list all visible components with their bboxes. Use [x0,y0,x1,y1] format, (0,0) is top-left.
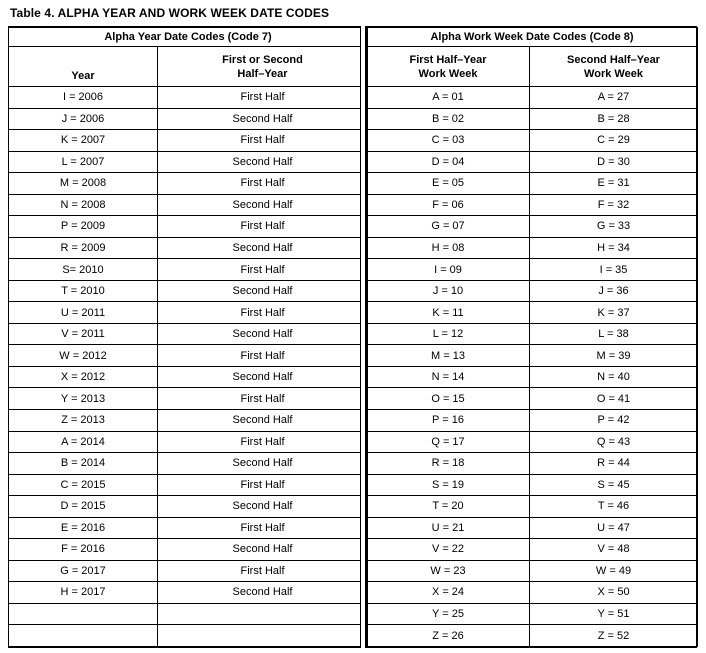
year-cell: B = 2014 [9,453,158,475]
first-half-week-cell: V = 22 [367,539,530,561]
table-row [367,431,698,453]
year-cell: P = 2009 [9,216,158,238]
second-half-week-cell: A = 27 [530,87,698,109]
year-cell: M = 2008 [9,173,158,195]
first-half-week-cell: R = 18 [367,453,530,475]
table-row [9,388,368,410]
second-half-week-cell: X = 50 [530,582,698,604]
year-cell: G = 2017 [9,560,158,582]
second-half-week-cell: Z = 52 [530,625,698,647]
first-half-week-cell: D = 04 [367,151,530,173]
second-half-week-cell: Y = 51 [530,603,698,625]
second-half-week-cell: S = 45 [530,474,698,496]
second-half-week-cell: M = 39 [530,345,698,367]
first-half-week-cell: G = 07 [367,216,530,238]
second-half-week-cell: C = 29 [530,130,698,152]
table-row [367,453,698,475]
table-row [9,108,368,130]
table-row [367,216,698,238]
table-row [367,194,698,216]
table-row [9,194,368,216]
half-year-cell: First Half [158,130,368,152]
table-row [367,409,698,431]
second-half-week-cell: O = 41 [530,388,698,410]
first-half-week-cell: O = 15 [367,388,530,410]
table-row [9,431,368,453]
second-half-week-cell: U = 47 [530,517,698,539]
second-half-week-column-header [530,47,698,87]
year-cell: V = 2011 [9,323,158,345]
second-half-week-cell: Q = 43 [530,431,698,453]
first-half-week-cell: W = 23 [367,560,530,582]
table-row [367,108,698,130]
second-half-week-cell: P = 42 [530,409,698,431]
second-half-week-cell: H = 34 [530,237,698,259]
alpha-work-week-table [366,27,698,647]
half-year-cell: Second Half [158,151,368,173]
first-half-week-cell: Y = 25 [367,603,530,625]
date-codes-table [8,26,697,648]
first-half-week-cell: P = 16 [367,409,530,431]
table-row [9,409,368,431]
second-half-week-cell: I = 35 [530,259,698,281]
first-half-week-cell: M = 13 [367,345,530,367]
year-column-header: Year [9,47,158,87]
year-cell: N = 2008 [9,194,158,216]
half-year-cell: Second Half [158,237,368,259]
year-cell: A = 2014 [9,431,158,453]
table-row [367,130,698,152]
half-year-cell [158,625,368,647]
year-cell [9,603,158,625]
half-year-cell: Second Half [158,366,368,388]
first-half-header-line2: Work Week [418,67,478,80]
second-half-week-cell: R = 44 [530,453,698,475]
table-row [367,151,698,173]
year-cell: U = 2011 [9,302,158,324]
half-year-cell: First Half [158,431,368,453]
first-half-week-cell: J = 10 [367,280,530,302]
second-half-week-cell: J = 36 [530,280,698,302]
table-row [9,474,368,496]
first-half-week-cell: Q = 17 [367,431,530,453]
half-year-cell: First Half [158,517,368,539]
half-year-cell: First Half [158,173,368,195]
table-row [367,582,698,604]
table-row [9,560,368,582]
year-cell: Z = 2013 [9,409,158,431]
year-cell: J = 2006 [9,108,158,130]
table-row [9,259,368,281]
first-half-week-cell: N = 14 [367,366,530,388]
table-row [9,345,368,367]
table-row [367,625,698,647]
second-half-header-line1: Second Half–Year [567,53,660,66]
half-year-cell: Second Half [158,409,368,431]
table-row [9,216,368,238]
half-year-cell: First Half [158,388,368,410]
year-cell: H = 2017 [9,582,158,604]
alpha-year-table [8,27,368,647]
second-half-week-cell: E = 31 [530,173,698,195]
year-cell: C = 2015 [9,474,158,496]
table-row [367,280,698,302]
half-year-cell: Second Half [158,582,368,604]
first-half-week-cell: S = 19 [367,474,530,496]
half-year-cell: First Half [158,474,368,496]
half-year-cell: Second Half [158,194,368,216]
year-cell: E = 2016 [9,517,158,539]
table-row [367,539,698,561]
table-row [9,130,368,152]
year-cell: S= 2010 [9,259,158,281]
table-row [9,539,368,561]
table-row [367,237,698,259]
table-title: Table 4. ALPHA YEAR AND WORK WEEK DATE CODES [10,6,330,20]
first-half-week-cell: U = 21 [367,517,530,539]
table-row [367,474,698,496]
table-row [367,366,698,388]
table-row [367,259,698,281]
table-row [367,345,698,367]
table-row [9,453,368,475]
half-year-cell: First Half [158,345,368,367]
second-half-header-line2: Work Week [584,67,643,80]
table-row [367,603,698,625]
table-row [367,302,698,324]
year-cell: T = 2010 [9,280,158,302]
half-year-cell: Second Half [158,453,368,475]
year-cell: X = 2012 [9,366,158,388]
first-half-week-column-header [367,47,530,87]
table-row [367,496,698,518]
table-row [367,173,698,195]
table-row [9,237,368,259]
first-half-week-cell: I = 09 [367,259,530,281]
year-cell: I = 2006 [9,87,158,109]
half-year-cell [158,603,368,625]
half-year-cell: First Half [158,302,368,324]
first-half-week-cell: X = 24 [367,582,530,604]
table-row [9,151,368,173]
table-row [367,517,698,539]
table-row [9,366,368,388]
second-half-week-cell: N = 40 [530,366,698,388]
second-half-week-cell: D = 30 [530,151,698,173]
alpha-year-group-header: Alpha Year Date Codes (Code 7) [9,28,368,47]
first-half-header-line1: First Half–Year [409,53,487,66]
half-year-header-line2: Half–Year [237,67,288,80]
year-cell: D = 2015 [9,496,158,518]
first-half-week-cell: H = 08 [367,237,530,259]
year-cell: R = 2009 [9,237,158,259]
half-year-header-line1: First or Second [222,53,303,66]
alpha-work-week-group-header: Alpha Work Week Date Codes (Code 8) [367,28,698,47]
first-half-week-cell: K = 11 [367,302,530,324]
table-row [367,323,698,345]
table-row [9,302,368,324]
half-year-cell: Second Half [158,496,368,518]
second-half-week-cell: L = 38 [530,323,698,345]
table-row [9,603,368,625]
second-half-week-cell: K = 37 [530,302,698,324]
table-row [367,87,698,109]
second-half-week-cell: V = 48 [530,539,698,561]
first-half-week-cell: L = 12 [367,323,530,345]
second-half-week-cell: F = 32 [530,194,698,216]
first-half-week-cell: T = 20 [367,496,530,518]
first-half-week-cell: E = 05 [367,173,530,195]
table-row [9,323,368,345]
first-half-week-cell: B = 02 [367,108,530,130]
second-half-week-cell: W = 49 [530,560,698,582]
half-year-cell: Second Half [158,539,368,561]
second-half-week-cell: T = 46 [530,496,698,518]
half-year-column-header [158,47,368,87]
half-year-cell: Second Half [158,108,368,130]
table-row [9,517,368,539]
half-year-cell: Second Half [158,323,368,345]
table-row [9,625,368,647]
year-cell: F = 2016 [9,539,158,561]
table-row [9,280,368,302]
half-year-cell: First Half [158,560,368,582]
year-cell: K = 2007 [9,130,158,152]
table-row [9,496,368,518]
table-row [9,173,368,195]
table-row [367,560,698,582]
table-row [367,388,698,410]
first-half-week-cell: Z = 26 [367,625,530,647]
year-cell: L = 2007 [9,151,158,173]
half-year-cell: Second Half [158,280,368,302]
half-year-cell: First Half [158,216,368,238]
year-cell [9,625,158,647]
year-cell: Y = 2013 [9,388,158,410]
second-half-week-cell: G = 33 [530,216,698,238]
second-half-week-cell: B = 28 [530,108,698,130]
table-row [9,582,368,604]
half-year-cell: First Half [158,259,368,281]
year-cell: W = 2012 [9,345,158,367]
first-half-week-cell: A = 01 [367,87,530,109]
half-year-cell: First Half [158,87,368,109]
first-half-week-cell: C = 03 [367,130,530,152]
first-half-week-cell: F = 06 [367,194,530,216]
table-row [9,87,368,109]
